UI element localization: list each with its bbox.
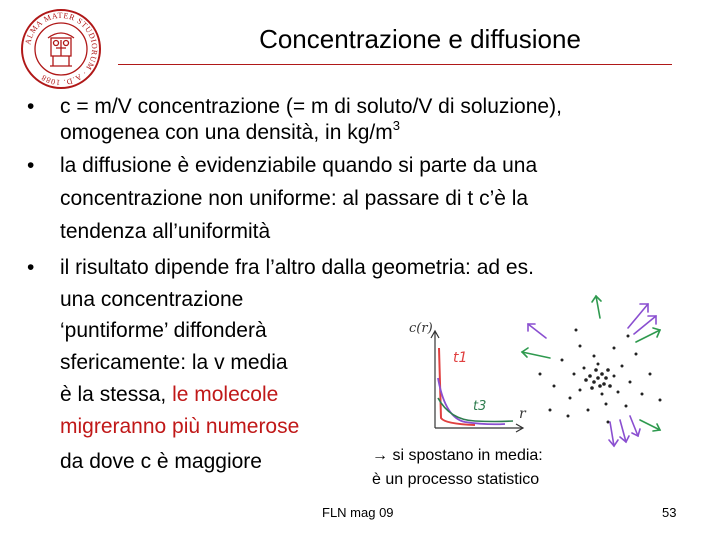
arrow-icon-top-right: [628, 304, 656, 334]
sketch-x-label: r: [519, 406, 526, 422]
diffusion-dot: [625, 405, 628, 408]
arrow-icon-left: [522, 348, 550, 358]
bullet-2-line-3: tendenza all’uniformità: [60, 220, 271, 243]
bullet-3-line-6-red: migreranno più numerose: [60, 415, 300, 438]
bullet-2-marker: •: [27, 154, 35, 177]
diffusion-dot: [588, 374, 592, 378]
diffusion-dot: [539, 373, 542, 376]
diffusion-dot: [592, 380, 596, 384]
slide-title: Concentrazione e diffusione: [259, 24, 581, 54]
diffusion-dot: [590, 386, 594, 390]
arrow-icon-top-left: [528, 324, 546, 338]
diffusion-dot: [567, 415, 570, 418]
diffusion-dot: [587, 409, 590, 412]
diffusion-dot: [573, 373, 576, 376]
diffusion-dot: [569, 397, 572, 400]
diffusion-dot: [617, 391, 620, 394]
diffusion-dot: [621, 365, 624, 368]
diffusion-dot: [629, 381, 632, 384]
diffusion-dot: [601, 393, 604, 396]
arrow-icon-top: [592, 296, 601, 318]
diffusion-dot: [596, 376, 600, 380]
diffusion-dot: [553, 385, 556, 388]
superscript-3: 3: [392, 118, 400, 133]
bullet-1-line-2: [60, 120, 400, 146]
diffusion-dot: [641, 393, 644, 396]
bullet-1-line-2-text: omogenea con una densità, in kg/m: [60, 121, 393, 144]
bullet-3-line-5-text: è la stessa,: [60, 383, 173, 406]
diffusion-dot: [606, 368, 610, 372]
svg-text:ALMA MATER STUDIORUM · A.D. 10: ALMA MATER STUDIORUM · A.D. 1088: [23, 10, 100, 88]
diffusion-dot: [613, 347, 616, 350]
diffusion-dot: [649, 373, 652, 376]
diffusion-dot: [583, 367, 586, 370]
diffusion-dot: [561, 359, 564, 362]
bullet-3-line-3: ‘puntiforme’ diffonderà: [60, 319, 267, 342]
diffusion-dot: [602, 382, 606, 386]
sketch-y-label: c(r): [409, 321, 433, 336]
diffusion-dot: [584, 378, 588, 382]
note-line-2: è un processo statistico: [372, 471, 540, 488]
bullet-3-line-5-red: le molecole: [172, 383, 279, 406]
diffusion-dot: [598, 384, 602, 388]
diffusion-dot: [613, 375, 616, 378]
diffusion-dot: [608, 384, 612, 388]
arrow-icon-bottom-right-green: [640, 420, 660, 431]
bullet-3-line-2: una concentrazione: [60, 288, 244, 311]
page-number: 53: [662, 505, 677, 520]
diffusion-dot: [575, 329, 578, 332]
curve-label-t1: t1: [453, 350, 468, 366]
curve-label-t3: t3: [473, 399, 487, 414]
bullet-1-line-1: c = m/V concentrazione (= m di soluto/V di soluzione),: [60, 95, 562, 118]
bullet-3-line-4: sfericamente: la v media: [60, 351, 288, 374]
diffusion-dot: [659, 399, 662, 402]
bullet-3-line-1: il risultato dipende fra l’altro dalla geometria: ad es.: [60, 256, 534, 279]
diffusion-dot: [593, 355, 596, 358]
diffusion-dot: [604, 376, 608, 380]
diffusion-dot: [594, 368, 598, 372]
diffusion-dot: [627, 335, 630, 338]
diffusion-dots-sketch: [510, 290, 690, 470]
bullet-3-line-5: [60, 382, 278, 408]
diffusion-dot: [600, 372, 604, 376]
diffusion-dot: [605, 403, 608, 406]
diffusion-dot: [597, 363, 600, 366]
footer-label: FLN mag 09: [322, 505, 394, 520]
bullet-2-line-1: la diffusione è evidenziabile quando si parte da una: [60, 154, 538, 177]
university-seal-logo: [20, 8, 102, 90]
diffusion-dot: [549, 409, 552, 412]
title-divider: [118, 64, 672, 65]
bullet-3-marker: •: [27, 256, 35, 279]
diffusion-dot: [579, 389, 582, 392]
bullet-2-line-2: concentrazione non uniforme: al passare di t c’è la: [60, 187, 529, 210]
diffusion-dot: [579, 345, 582, 348]
bullet-1-marker: •: [27, 95, 35, 118]
arrow-icon-bottom-right: [609, 416, 640, 446]
diffusion-dot: [607, 421, 610, 424]
bullet-3-line-7: da dove c è maggiore: [60, 450, 262, 473]
note-line-1: → si spostano in media:: [372, 447, 543, 464]
diffusion-dot: [635, 353, 638, 356]
